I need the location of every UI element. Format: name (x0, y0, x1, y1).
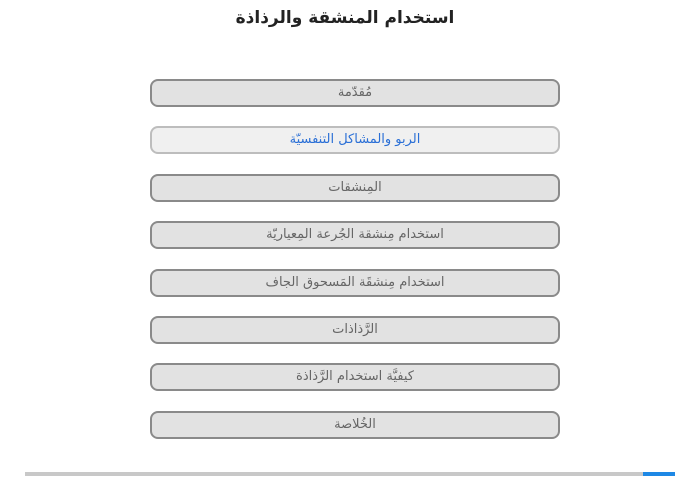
page-title: استخدام المنشقة والرذاذة (235, 8, 455, 28)
menu-item-nebulizers[interactable]: الرَّذاذات (150, 316, 560, 344)
menu-item-metered-dose-inhaler[interactable]: استخدام مِنشقة الجُرعة المِعياريّة (150, 221, 560, 249)
menu-item-dry-powder-inhaler[interactable]: استخدام مِنشقَة المَسحوق الجاف (150, 269, 560, 297)
progress-bar-fill (643, 472, 676, 476)
progress-bar (25, 472, 675, 476)
menu-item-asthma-respiratory[interactable]: الربو والمشاكل التنفسيّة (150, 126, 560, 154)
menu-item-inhalers[interactable]: المِنشقات (150, 174, 560, 202)
menu-item-how-to-use-nebulizer[interactable]: كيفيَّة استخدام الرَّذاذة (150, 363, 560, 391)
menu-item-summary[interactable]: الخُلاصة (150, 411, 560, 439)
menu-item-introduction[interactable]: مُقدّمة (150, 79, 560, 107)
chapter-menu (150, 79, 560, 458)
